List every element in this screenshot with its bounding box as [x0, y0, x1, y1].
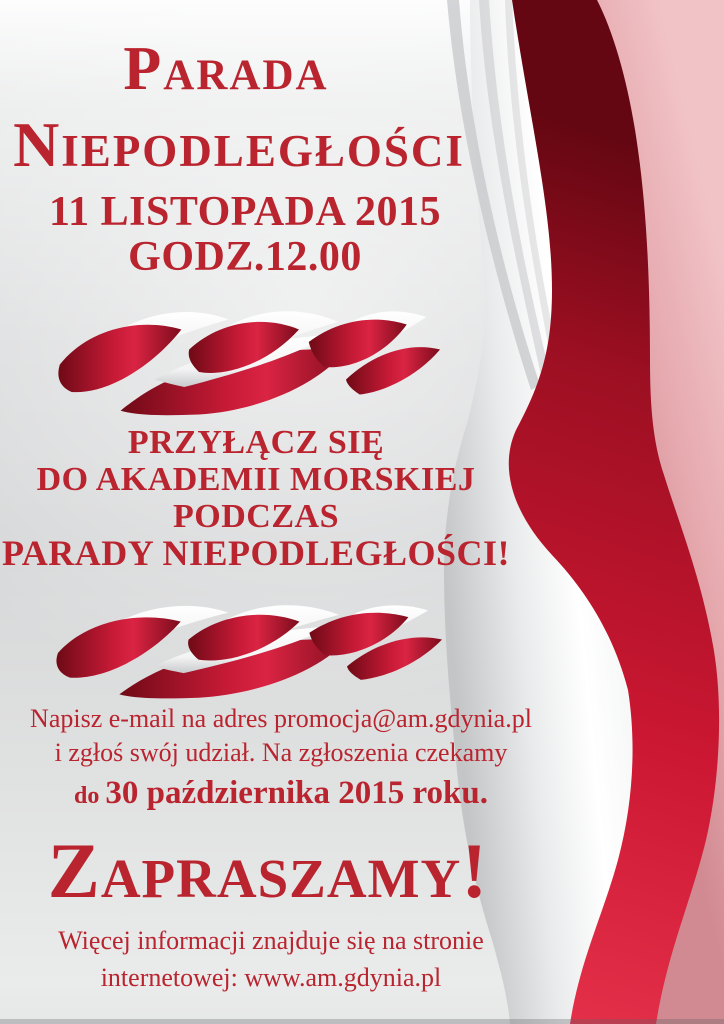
bottom-edge-shadow: [0, 1019, 724, 1024]
invitation-line4: PARADY NIEPODLEGŁOŚCI!: [1, 533, 511, 573]
event-date: 11 LISTOPADA 2015: [48, 189, 442, 235]
invitation-line3: PODCZAS: [173, 498, 339, 535]
closing-invite: Zapraszamy!: [47, 827, 489, 914]
contact-line1: Napisz e-mail na adres promocja@am.gdynia.pl: [30, 704, 532, 733]
event-time: GODZ.12.00: [128, 234, 362, 280]
deadline-prefix: do: [74, 783, 106, 809]
braid-ribbon-middle: [56, 605, 442, 698]
footer-block: [0, 922, 542, 996]
contact-line2: i zgłoś swój udział. Na zgłoszenia czekamy: [54, 738, 508, 767]
invitation-block: [0, 424, 512, 572]
contact-block: [0, 702, 562, 819]
footer-line2: internetowej: www.am.gdynia.pl: [100, 963, 442, 992]
deadline-line: [0, 770, 562, 819]
poster-title-line2: Niepodległości: [13, 109, 465, 180]
braid-ribbon-top: [58, 311, 440, 415]
event-date-time: [0, 190, 490, 280]
invitation-line1: PRZYŁĄCZ SIĘ: [127, 424, 385, 461]
poster-title-line1: Parada: [123, 35, 329, 103]
invitation-line2: DO AKADEMII MORSKIEJ: [36, 461, 476, 498]
deadline-date: 30 października 2015 roku.: [105, 775, 488, 811]
footer-line1: Więcej informacji znajduje się na stronie: [58, 926, 484, 955]
